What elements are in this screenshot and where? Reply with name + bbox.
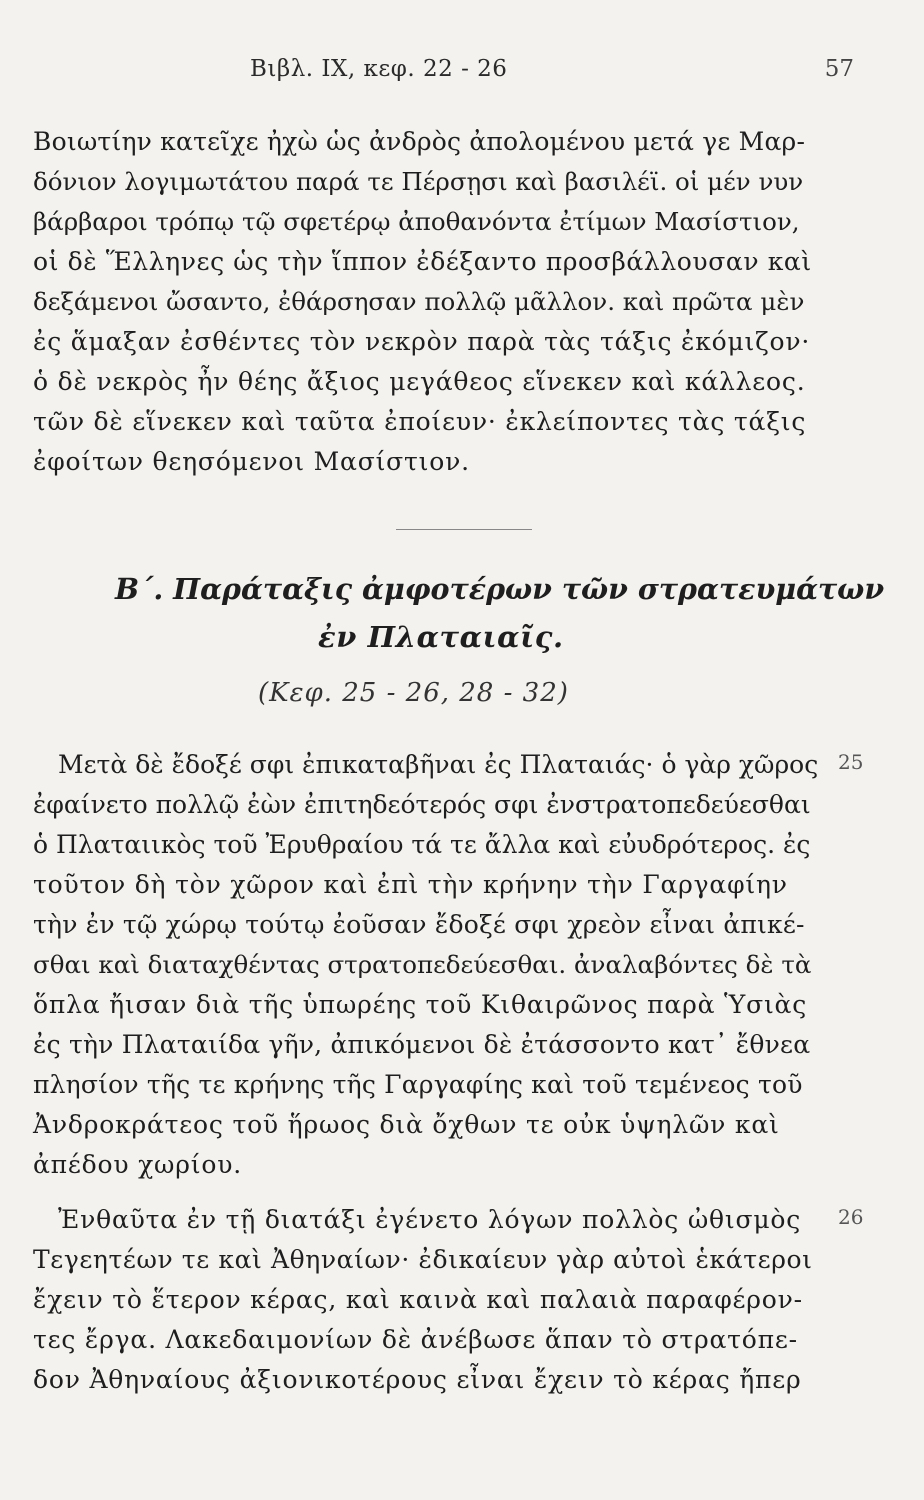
- section-heading-continued: ἐν Πλαταιαῖς.: [318, 620, 564, 654]
- text-line: δόνιον λογιμωτάτου παρά τε Πέρσῃσι καὶ βασιλέϊ. οἱ μέν νυν: [33, 167, 804, 196]
- text-line: τῶν δὲ εἵνεκεν καὶ ταῦτα ἐποίευν· ἐκλείποντες τὰς τάξις: [33, 407, 807, 436]
- margin-number: 26: [838, 1205, 864, 1229]
- text-line: ὁ Πλαταιικὸς τοῦ Ἐρυθραίου τά τε ἄλλα καὶ εὐυδρότερος. ἐς: [33, 830, 811, 859]
- text-line: οἱ δὲ Ἕλληνες ὡς τὴν ἵππον ἐδέξαντο προσβάλλουσαν καὶ: [33, 247, 812, 276]
- text-line: δεξάμενοι ὤσαντο, ἐθάρσησαν πολλῷ μᾶλλον. καὶ πρῶτα μὲν: [33, 287, 805, 316]
- text-line: Μετὰ δὲ ἔδοξέ σφι ἐπικαταβῆναι ἐς Πλαταιάς· ὁ γὰρ χῶρος: [58, 750, 819, 779]
- margin-number: 25: [838, 750, 864, 774]
- text-line: ἐφοίτων θεησόμενοι Μασίστιον.: [33, 447, 470, 476]
- page-number: 57: [824, 56, 854, 82]
- text-line: τὴν ἐν τῷ χώρῳ τούτῳ ἐοῦσαν ἔδοξέ σφι χρεὸν εἶναι ἀπικέ-: [33, 910, 805, 939]
- text-line: σθαι καὶ διαταχθέντας στρατοπεδεύεσθαι. ἀναλαβόντες δὲ τὰ: [33, 950, 812, 979]
- text-line: ἐς τὴν Πλαταιίδα γῆν, ἀπικόμενοι δὲ ἐτάσσοντο κατ᾽ ἔθνεα: [33, 1030, 811, 1059]
- text-line: ὁ δὲ νεκρὸς ἦν θέης ἄξιος μεγάθεος εἵνεκεν καὶ κάλλεος.: [33, 367, 806, 396]
- text-line: ἀπέδου χωρίου.: [33, 1150, 242, 1179]
- running-head: Βιβλ. IX, κεφ. 22 - 26: [250, 56, 508, 82]
- text-line: Βοιωτίην κατεῖχε ἠχὼ ὡς ἀνδρὸς ἀπολομένου μετά γε Μαρ-: [33, 127, 806, 156]
- text-line: Ἀνδροκράτεος τοῦ ἥρωος διὰ ὄχθων τε οὐκ ὑψηλῶν καὶ: [33, 1110, 780, 1139]
- text-line: ὅπλα ἤισαν διὰ τῆς ὑπωρέης τοῦ Κιθαιρῶνος παρὰ Ὑσιὰς: [33, 990, 808, 1019]
- text-line: Τεγεητέων τε καὶ Ἀθηναίων· ἐδικαίευν γὰρ αὐτοὶ ἑκάτεροι: [33, 1245, 813, 1274]
- text-line: βάρβαροι τρόπῳ τῷ σφετέρῳ ἀποθανόντα ἐτίμων Μασίστιον,: [33, 207, 800, 236]
- text-line: δον Ἀθηναίους ἀξιονικοτέρους εἶναι ἔχειν τὸ κέρας ἤπερ: [33, 1365, 802, 1394]
- section-heading: Β΄. Παράταξις ἀμφοτέρων τῶν στρατευμάτων: [115, 572, 885, 606]
- text-line: πλησίον τῆς τε κρήνης τῆς Γαργαφίης καὶ τοῦ τεμένεος τοῦ: [33, 1070, 803, 1099]
- text-line: ἐφαίνετο πολλῷ ἐὼν ἐπιτηδεότερός σφι ἐνστρατοπεδεύεσθαι: [33, 790, 811, 819]
- section-divider: [396, 529, 532, 530]
- text-line: Ἐνθαῦτα ἐν τῇ διατάξι ἐγένετο λόγων πολλὸς ὠθισμὸς: [58, 1205, 802, 1234]
- text-line: ἔχειν τὸ ἕτερον κέρας, καὶ καινὰ καὶ παλαιὰ παραφέρον-: [33, 1285, 803, 1314]
- text-line: τες ἔργα. Λακεδαιμονίων δὲ ἀνέβωσε ἅπαν τὸ στρατόπε-: [33, 1325, 798, 1354]
- text-line: τοῦτον δὴ τὸν χῶρον καὶ ἐπὶ τὴν κρήνην τὴν Γαργαφίην: [33, 870, 788, 899]
- chapter-reference: (Κεφ. 25 - 26, 28 - 32): [258, 678, 569, 708]
- text-line: ἐς ἅμαξαν ἐσθέντες τὸν νεκρὸν παρὰ τὰς τάξις ἐκόμιζον·: [33, 327, 811, 356]
